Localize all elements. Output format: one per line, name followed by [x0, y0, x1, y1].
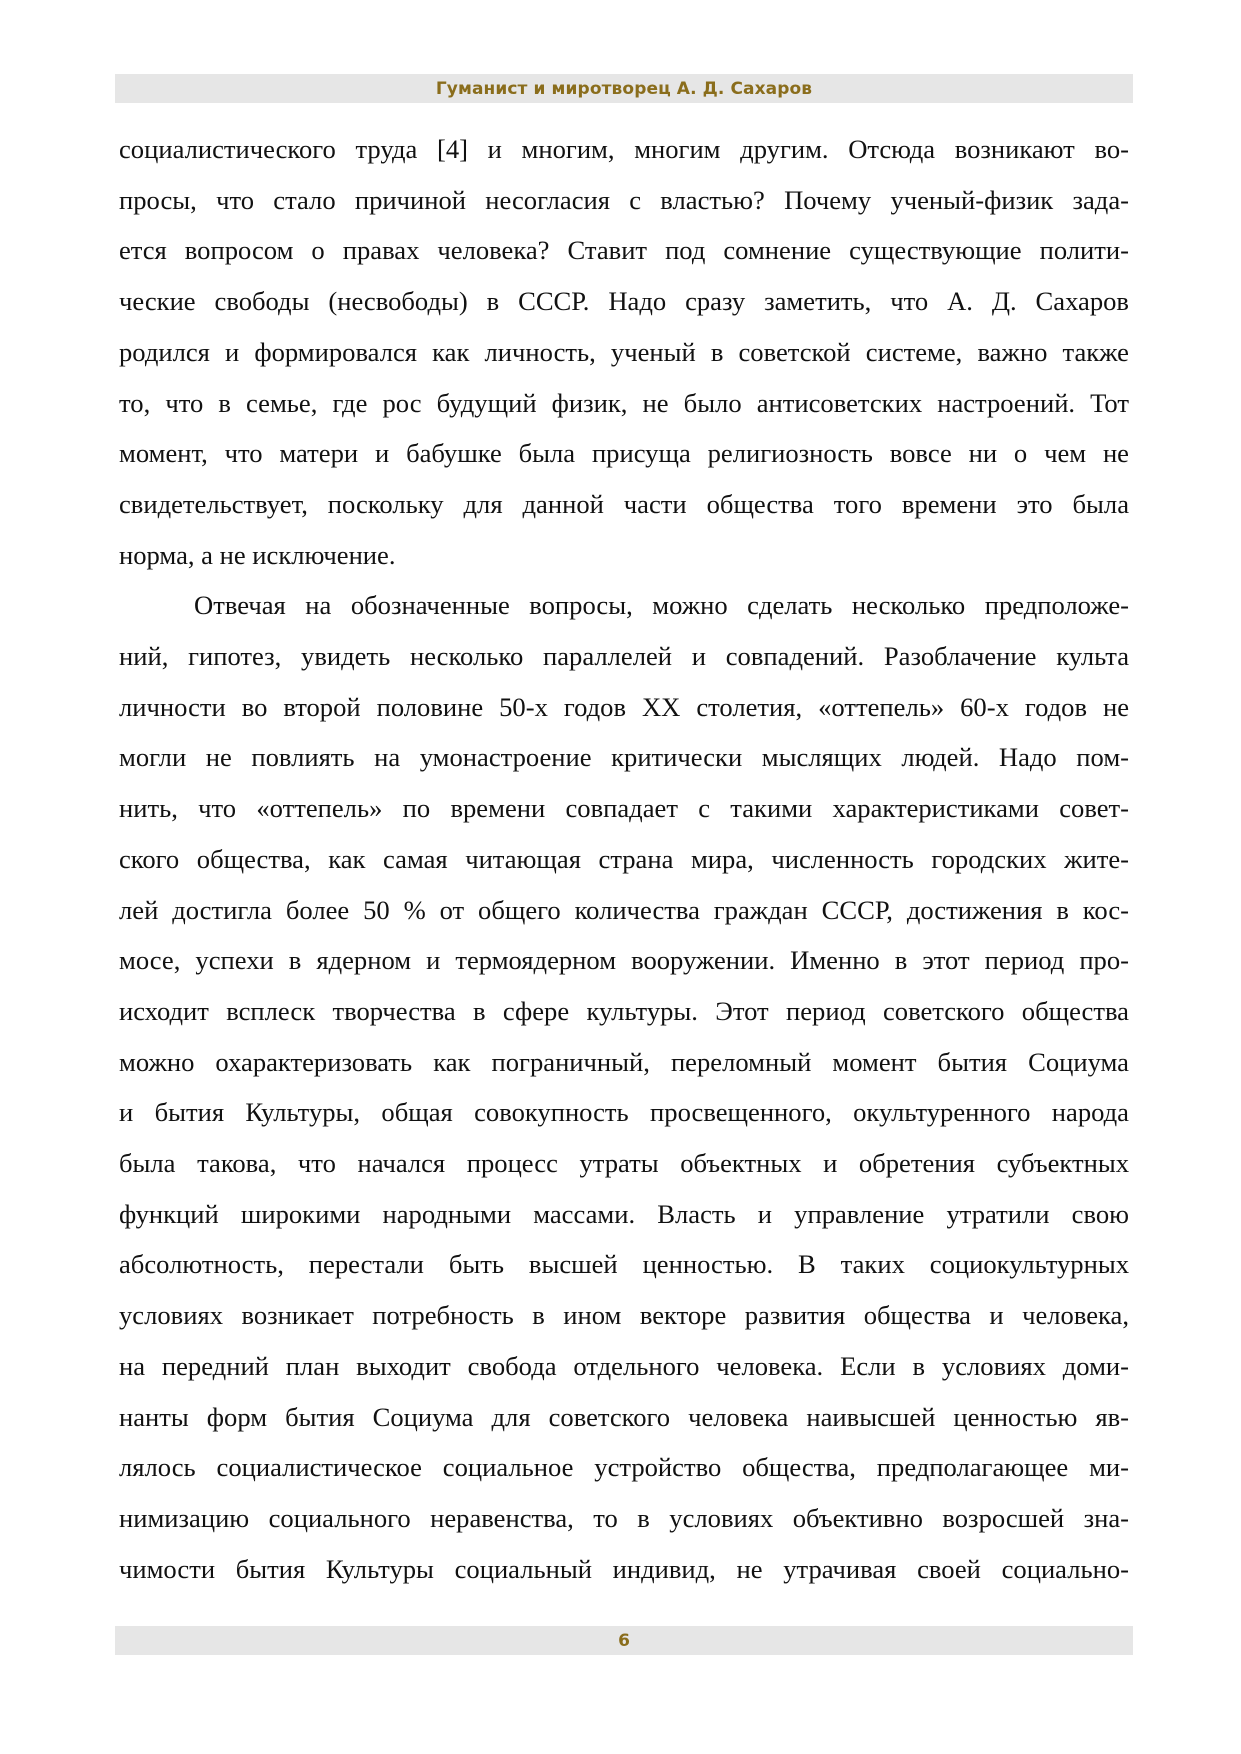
- text-line: нить, что «оттепель» по времени совпадает с такими характеристиками совет-: [119, 793, 1129, 824]
- text-line: условиях возникает потребность в ином векторе развития общества и человека,: [119, 1300, 1129, 1331]
- text-line: лей достигла более 50 % от общего количества граждан СССР, достижения в кос-: [119, 894, 1129, 925]
- paragraph-1: [119, 124, 1129, 580]
- text-line: личности во второй половине 50-х годов XX столетия, «оттепель» 60-х годов не: [119, 691, 1129, 722]
- text-line: чимости бытия Культуры социальный индивид, не утрачивая своей социально-: [119, 1553, 1129, 1584]
- text-line: социалистического труда [4] и многим, многим другим. Отсюда возникают во-: [119, 134, 1129, 164]
- text-line: Отвечая на обозначенные вопросы, можно сделать несколько предположе-: [194, 590, 1129, 621]
- text-line: нанты форм бытия Социума для советского человека наивысшей ценностью яв-: [119, 1401, 1129, 1432]
- text-line: родился и формировался как личность, ученый в советской системе, важно также: [119, 336, 1129, 367]
- running-header: [115, 74, 1133, 103]
- text-line: ского общества, как самая читающая страна мира, численность городских жите-: [119, 843, 1129, 874]
- header-title: Гуманист и миротворец А. Д. Сахаров: [435, 78, 813, 99]
- text-line: исходит всплеск творчества в сфере культуры. Этот период советского общества: [119, 995, 1129, 1026]
- body-text: [119, 124, 1129, 1594]
- paragraph-2: [119, 580, 1129, 1594]
- text-line: свидетельствует, поскольку для данной части общества того времени это была: [119, 488, 1129, 519]
- text-line: на передний план выходит свобода отдельного человека. Если в условиях доми-: [119, 1350, 1129, 1381]
- page-number: 6: [618, 1630, 630, 1651]
- text-line: могли не повлиять на умонастроение критически мыслящих людей. Надо пом-: [119, 742, 1129, 773]
- text-line: момент, что матери и бабушке была присуща религиозность вовсе ни о чем не: [119, 438, 1129, 469]
- text-line: абсолютность, перестали быть высшей ценностью. В таких социокультурных: [119, 1249, 1129, 1280]
- text-line: ческие свободы (несвободы) в СССР. Надо сразу заметить, что А. Д. Сахаров: [119, 286, 1129, 317]
- text-line: можно охарактеризовать как пограничный, переломный момент бытия Социума: [119, 1046, 1129, 1077]
- text-line: и бытия Культуры, общая совокупность просвещенного, окультуренного народа: [119, 1097, 1129, 1128]
- text-line: то, что в семье, где рос будущий физик, не было антисоветских настроений. Тот: [119, 387, 1129, 418]
- text-line: была такова, что начался процесс утраты объектных и обретения субъектных: [119, 1148, 1129, 1179]
- text-line: ний, гипотез, увидеть несколько параллелей и совпадений. Разоблачение культа: [119, 641, 1129, 672]
- text-line: функций широкими народными массами. Власть и управление утратили свою: [119, 1198, 1129, 1229]
- text-line: нимизацию социального неравенства, то в условиях объективно возросшей зна-: [119, 1502, 1129, 1533]
- text-line: ется вопросом о правах человека? Ставит под сомнение существующие полити-: [119, 235, 1129, 266]
- text-line: норма, а не исключение.: [119, 539, 396, 570]
- text-line: просы, что стало причиной несогласия с властью? Почему ученый-физик зада-: [119, 184, 1129, 215]
- text-line: лялось социалистическое социальное устройство общества, предполагающее ми-: [119, 1452, 1129, 1483]
- text-line: мосе, успехи в ядерном и термоядерном вооружении. Именно в этот период про-: [119, 945, 1129, 976]
- page-footer: [115, 1626, 1133, 1655]
